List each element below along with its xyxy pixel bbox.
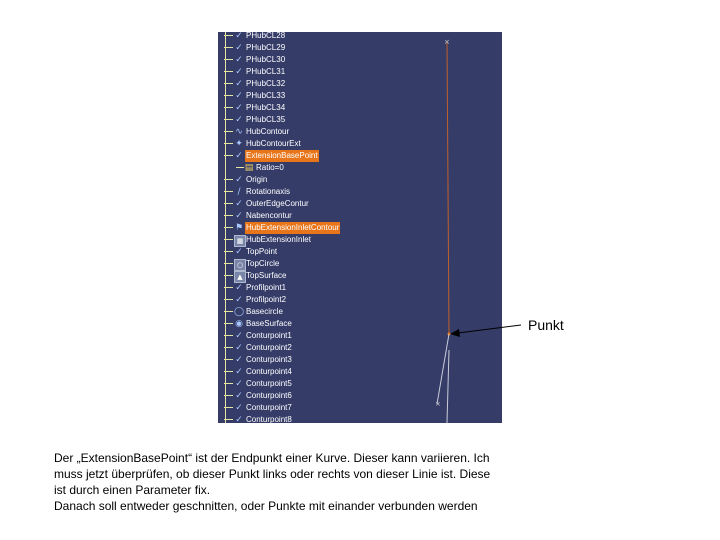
tree-node-label: ExtensionBasePoint xyxy=(246,151,318,160)
circle-icon: ◯ xyxy=(234,307,245,317)
tree-node-label: Profilpoint2 xyxy=(246,295,287,304)
point-icon: ✓ xyxy=(235,175,243,185)
point-icon: ✓ xyxy=(235,331,243,341)
tree-node-label: PHubCL28 xyxy=(246,32,286,40)
tree-node-label: Conturpoint6 xyxy=(246,391,292,400)
point-icon: ✓ xyxy=(235,247,243,257)
tree-node-label: TopPoint xyxy=(246,247,278,256)
fill-icon: ◉ xyxy=(235,319,243,329)
point-icon: ✓ xyxy=(235,115,243,125)
point-icon: ✓ xyxy=(235,43,243,53)
tree-node-label: Conturpoint7 xyxy=(246,403,292,412)
tree-node-label: Nabencontur xyxy=(246,211,292,220)
description-line: ist durch einen Parameter fix. xyxy=(54,483,211,497)
point-icon: ✓ xyxy=(235,415,243,423)
point-icon: ✓ xyxy=(235,55,243,65)
tree-node-label: PHubCL32 xyxy=(246,79,286,88)
point-icon: ✓ xyxy=(235,67,243,77)
tree-node-label: PHubCL31 xyxy=(246,67,286,76)
lower-point-marker: × xyxy=(435,400,441,408)
tree-node-label: TopSurface xyxy=(246,271,287,280)
description-line: Der „ExtensionBasePoint“ ist der Endpunkt einer Kurve. Dieser kann variieren. Ich xyxy=(54,451,490,465)
circle-box-icon: ○ xyxy=(234,259,246,271)
tree-node-label: Conturpoint1 xyxy=(246,331,292,340)
point-icon: ✓ xyxy=(235,355,243,365)
point-icon: ✓ xyxy=(235,79,243,89)
surface-icon: ▦ xyxy=(234,235,246,247)
join-icon: ⚑ xyxy=(234,223,244,233)
tree-node-label: PHubCL34 xyxy=(246,103,286,112)
tree-node-label: HubContourExt xyxy=(246,139,301,148)
tree-node-label: PHubCL33 xyxy=(246,91,286,100)
tree-node-label: Conturpoint8 xyxy=(246,415,292,423)
surface-icon: ▲ xyxy=(234,271,246,283)
point-icon: ✓ xyxy=(235,283,243,293)
tree-node-label: Ratio=0 xyxy=(256,163,284,172)
tree-node-label: HubExtensionInletContour xyxy=(246,223,340,232)
tree-node-label: Conturpoint3 xyxy=(246,355,292,364)
extrapolate-icon: ✦ xyxy=(235,139,243,149)
cad-viewport[interactable] xyxy=(218,32,502,423)
description-line: Danach soll entweder geschnitten, oder Punkte mit einander verbunden werden xyxy=(54,499,478,513)
description-line: muss jetzt überprüfen, ob dieser Punkt links oder rechts von dieser Linie ist. Diese xyxy=(54,467,491,481)
point-icon: ✓ xyxy=(235,151,243,161)
spline-icon: ∿ xyxy=(235,127,243,137)
tree-node-label: Rotationaxis xyxy=(246,187,291,196)
point-icon: ✓ xyxy=(235,91,243,101)
geometry-canvas xyxy=(218,32,502,423)
hub-contour-curve xyxy=(447,42,449,334)
description-text xyxy=(54,450,614,514)
profile-line xyxy=(447,350,449,423)
tree-node-label: TopCircle xyxy=(246,259,280,268)
tree-node-label: Origin xyxy=(246,175,268,184)
callout-label: Punkt xyxy=(528,317,564,333)
tree-node-label: PHubCL30 xyxy=(246,55,286,64)
tree-node-label: PHubCL35 xyxy=(246,115,286,124)
fixed-line xyxy=(437,334,449,404)
point-icon: ✓ xyxy=(235,343,243,353)
top-point-marker: × xyxy=(444,38,450,46)
point-icon: ✓ xyxy=(235,403,243,413)
point-icon: ✓ xyxy=(235,32,243,41)
point-icon: ✓ xyxy=(235,379,243,389)
point-icon: ✓ xyxy=(235,367,243,377)
tree-node-label: HubExtensionInlet xyxy=(246,235,311,244)
tree-node-label: Basecircle xyxy=(246,307,283,316)
tree-node-label: Conturpoint2 xyxy=(246,343,292,352)
parameter-icon: ▤ xyxy=(244,163,254,173)
point-icon: ✓ xyxy=(235,295,243,305)
point-icon: ✓ xyxy=(235,391,243,401)
tree-node-label: Conturpoint4 xyxy=(246,367,292,376)
point-icon: ✓ xyxy=(235,211,243,221)
tree-node-label: PHubCL29 xyxy=(246,43,286,52)
line-icon: ∕ xyxy=(237,187,241,197)
tree-node-label: Profilpoint1 xyxy=(246,283,287,292)
point-icon: ✓ xyxy=(235,199,243,209)
point-icon: ✓ xyxy=(235,103,243,113)
tree-node-label: HubContour xyxy=(246,127,290,136)
tree-node-label: OuterEdgeContur xyxy=(246,199,309,208)
tree-node-label: BaseSurface xyxy=(246,319,292,328)
tree-node-label: Conturpoint5 xyxy=(246,379,292,388)
